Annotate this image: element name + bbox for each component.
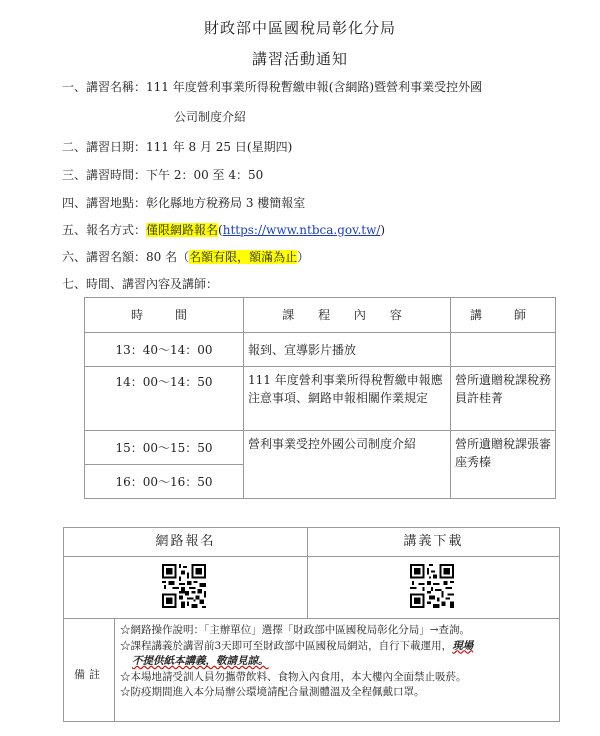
table-row	[85, 431, 556, 465]
divider	[64, 556, 559, 557]
row-time: 16：00～16：50	[85, 465, 244, 499]
signup-label: 五、報名方式：	[62, 223, 147, 237]
quota-end: ）	[297, 250, 310, 264]
remark-item: ☆本場地請受訓人員勿攜帶飲料、食物入內食用，本大樓內全面禁止吸菸。	[120, 670, 467, 683]
row-speaker	[451, 333, 556, 367]
divider	[114, 618, 115, 721]
schedule-header-row	[85, 298, 556, 333]
row-time: 14：00～14：50	[85, 367, 244, 431]
quota	[62, 248, 309, 265]
signup-qr-header: 網路報名	[155, 534, 216, 549]
remark-item	[120, 654, 473, 670]
course-time: 三、講習時間：下午 2：00 至 4：50	[62, 168, 264, 182]
table-row	[85, 367, 556, 431]
divider	[64, 618, 559, 619]
row-speaker: 營所遺贈稅課張審座秀榛	[451, 431, 556, 499]
remark-item: ☆網路操作說明：「主辦單位」選擇「財政部中區國稅局彰化分局」→查詢。	[120, 624, 471, 636]
signup-qr-code[interactable]	[162, 564, 206, 608]
signup-highlight: 僅限網路報名	[146, 223, 219, 237]
remark-label: 備註	[74, 668, 104, 681]
signup-link[interactable]: https://www.ntbca.gov.tw/	[222, 223, 381, 237]
remark-item-text: ☆課程講義於講習前3天即可至財政部中區國稅局網站，自行下載運用，	[120, 639, 453, 652]
course-name	[62, 78, 482, 95]
row-content: 營利事業受控外國公司制度介紹	[244, 431, 451, 499]
header-time: 時 間	[85, 298, 244, 333]
row-time: 13：40～14：00	[85, 333, 244, 367]
course-place: 四、講習地點：彰化縣地方稅務局 3 樓簡報室	[62, 196, 306, 210]
handout-qr-header: 講義下載	[403, 534, 464, 549]
remarks-list	[120, 623, 473, 701]
course-name-label: 一、講習名稱：	[62, 80, 147, 94]
row-content: 報到、宣導影片播放	[244, 333, 451, 367]
quota-highlight: 名額有限，額滿為止	[189, 250, 298, 264]
handout-qr-code[interactable]	[410, 564, 454, 608]
course-name-line2: 公司制度介紹	[174, 110, 247, 124]
program-heading: 七、時間、講習內容及講師：	[62, 277, 219, 291]
notice-title: 講習活動通知	[251, 50, 348, 68]
signup-method: 五、報名方式：僅限網路報名(https://www.ntbca.gov.tw/)	[62, 223, 386, 237]
qr-code-icon	[410, 564, 454, 608]
remark-emphasis: 現場	[452, 639, 474, 652]
row-time: 15：00～15：50	[85, 431, 244, 465]
row-speaker: 營所遺贈稅課稅務員許桂菁	[451, 367, 556, 431]
remark-item	[120, 639, 473, 655]
quota-label: 六、講習名額：80 名（	[62, 250, 190, 264]
course-date: 二、講習日期：111 年 8 月 25 日(星期四)	[62, 140, 293, 154]
qr-code-icon	[162, 564, 206, 608]
info-box	[63, 527, 560, 722]
row-content: 111 年度營利事業所得稅暫繳申報應注意事項、網路申報相關作業規定	[244, 367, 451, 431]
header-content: 課 程 內 容	[244, 298, 451, 333]
organization-title: 財政部中區國稅局彰化分局	[203, 19, 396, 37]
remark-item: ☆防疫期間進入本分局辦公環境請配合量測體溫及全程佩戴口罩。	[120, 686, 425, 698]
remark-emphasis: 不提供紙本講義，敬請見諒。	[132, 655, 269, 667]
table-row	[85, 333, 556, 367]
course-name-line1: 111 年度營利事業所得稅暫繳申報(含網路)暨營利事業受控外國	[146, 80, 483, 94]
schedule-table	[84, 297, 556, 499]
divider	[307, 528, 308, 618]
header-speaker: 講 師	[451, 298, 556, 333]
